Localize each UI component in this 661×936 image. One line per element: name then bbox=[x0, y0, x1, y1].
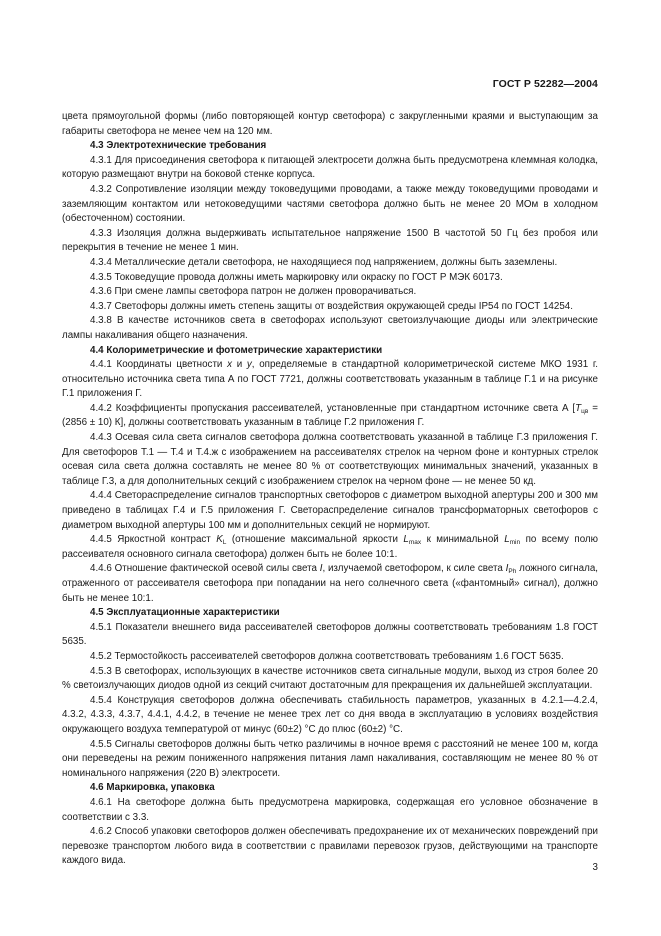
paragraph-4-5-4: 4.5.4 Конструкция светофоров должна обеспечивать стабильность параметров, указанных в 4.2.1—4.2.4, 4.3.2, 4.3.3, 4.3.7, 4.4.1, 4.4.2, в течение не менее трех лет со дня ввода в эксплуатацию в условиях воздействия окружающего воздуха температурой от минус (60±2) °С до плюс (60±2) °С. bbox=[62, 694, 598, 735]
paragraph-4-4-5: 4.4.5 Яркостной контраст $K_L$ (отношение максимальной яркости $L_{max}$ к минимальной $L_{min}$ по всему полю рассеивателя основного сигнала светофора) должен быть не более 10:1. bbox=[62, 534, 598, 560]
paragraph-4-4-3: 4.4.3 Осевая сила света сигналов светофора должна соответствовать указанной в таблице Г.3 приложения Г. Для светофоров Т.1 — Т.4 и Т.4.ж с изображением на рассеивателях стрелок на черном фоне и контурных стрелок осевая сила света должна составлять не менее 80 % от соответствующих минимальных значений, указанных в таблице Г.3, а для дополнительных секций с изображением стрелок на черном фоне — не менее 50 кд. bbox=[62, 432, 598, 487]
paragraph-4-6-2: 4.6.2 Способ упаковки светофоров должен обеспечивать предохранение их от механических повреждений при перевозке транспортом любого вида в соответствии с правилами перевозок грузов, действующими на транспорте каждого вида. bbox=[62, 826, 598, 867]
paragraph-4-3-3: 4.3.3 Изоляция должна выдерживать испытательное напряжение 1500 В частотой 50 Гц без пробоя или перекрытия в течение не менее 1 мин. bbox=[62, 227, 598, 254]
paragraph-4-5-3: 4.5.3 В светофорах, использующих в качестве источников света сигнальные модули, выход из строя более 20 % светоизлучающих диодов одной из секций считают достаточным для прекращения их дальнейшей эксплуатации. bbox=[62, 665, 598, 692]
paragraph-4-5-2: 4.5.2 Термостойкость рассеивателей светофоров должна соответствовать требованиям 1.6 ГОСТ 5635. bbox=[90, 650, 564, 662]
paragraph-4-6-1: 4.6.1 На светофоре должна быть предусмотрена маркировка, содержащая его условное обозначение в соответствии с 3.3. bbox=[62, 796, 598, 823]
paragraph-4-4-2: 4.4.2 Коэффициенты пропускания рассеивателей, установленные при стандартном источнике света А [$T_{цв} = (2856 \pm 10)$ К], должны соответствовать указанным в таблице Г.2 приложения Г. bbox=[62, 402, 598, 429]
paragraph-4-4-1: 4.4.1 Координаты цветности x и y, определяемые в стандартной колориметрической системе МКО 1931 г. относительно источника света типа А по ГОСТ 7721, должны соответствовать указанным в таблице Г.1 и на рисунке Г.1 приложения Г. bbox=[62, 359, 598, 400]
paragraph-continuation: цвета прямоугольной формы (либо повторяющей контур светофора) с закругленными краями и выступающим за габариты светофора не менее чем на 120 мм. bbox=[62, 111, 598, 137]
paragraph-4-5-1: 4.5.1 Показатели внешнего вида рассеивателей светофоров должны соответствовать требованиям 1.8 ГОСТ 5635. bbox=[62, 621, 598, 648]
page-number: 3 bbox=[592, 862, 598, 873]
section-heading-4-3: 4.3 Электротехнические требования bbox=[90, 140, 267, 152]
section-heading-4-6: 4.6 Маркировка, упаковка bbox=[90, 782, 215, 794]
paragraph-4-3-7: 4.3.7 Светофоры должны иметь степень защиты от воздействия окружающей среды IP54 по ГОСТ 14254. bbox=[90, 300, 573, 312]
paragraph-4-3-6: 4.3.6 При смене лампы светофора патрон не должен проворачиваться. bbox=[90, 286, 417, 298]
section-heading-4-4: 4.4 Колориметрические и фотометрические характеристики bbox=[90, 344, 383, 356]
paragraph-4-3-5: 4.3.5 Токоведущие провода должны иметь маркировку или окраску по ГОСТ Р МЭК 60173. bbox=[90, 271, 503, 283]
paragraph-4-3-4: 4.3.4 Металлические детали светофора, не находящиеся под напряжением, должны быть заземлены. bbox=[90, 256, 558, 268]
paragraph-4-4-6: 4.4.6 Отношение фактической осевой силы света I, излучаемой светофором, к силе света $I_{Ph}$ ложного сигнала, отраженного от рассеивателя светофора при попадании на него солнечного света («фантомный» сигнал), должно быть не менее 10:1. bbox=[62, 563, 598, 604]
paragraph-4-3-1: 4.3.1 Для присоединения светофора к питающей электросети должна быть предусмотрена клеммная колодка, которую размещают внутри на боковой стенке корпуса. bbox=[62, 154, 598, 181]
section-heading-4-5: 4.5 Эксплуатационные характеристики bbox=[90, 607, 280, 619]
paragraph-4-5-5: 4.5.5 Сигналы светофоров должны быть четко различимы в ночное время с расстояний не менее 100 м, когда они переведены на режим пониженного напряжения питания ламп накаливания, составляющим не менее 80 % от номинального напряжения (220 В) электросети. bbox=[62, 738, 598, 779]
paragraph-4-4-4: 4.4.4 Светораспределение сигналов транспортных светофоров с диаметром выходной апертуры 200 и 300 мм приведено в таблицах Г.4 и Г.5 приложения Г. Светораспределение сигналов трансформаторных светофоров с диаметром выходной апертуры 100 мм и дополнительных секций не нормируют. bbox=[62, 490, 598, 531]
paragraph-4-3-2: 4.3.2 Сопротивление изоляции между токоведущими проводами, а также между токоведущими проводами и заземляющим контактом или нетоковедущими частями светофора должно быть не менее 20 МОм в холодном (обесточенном) состоянии. bbox=[62, 183, 598, 225]
document-body bbox=[62, 110, 598, 869]
document-header: ГОСТ Р 52282—2004 bbox=[492, 78, 598, 90]
paragraph-4-3-8: 4.3.8 В качестве источников света в светофорах используют светоизлучающие диоды или электрические лампы накаливания общего назначения. bbox=[62, 315, 598, 341]
